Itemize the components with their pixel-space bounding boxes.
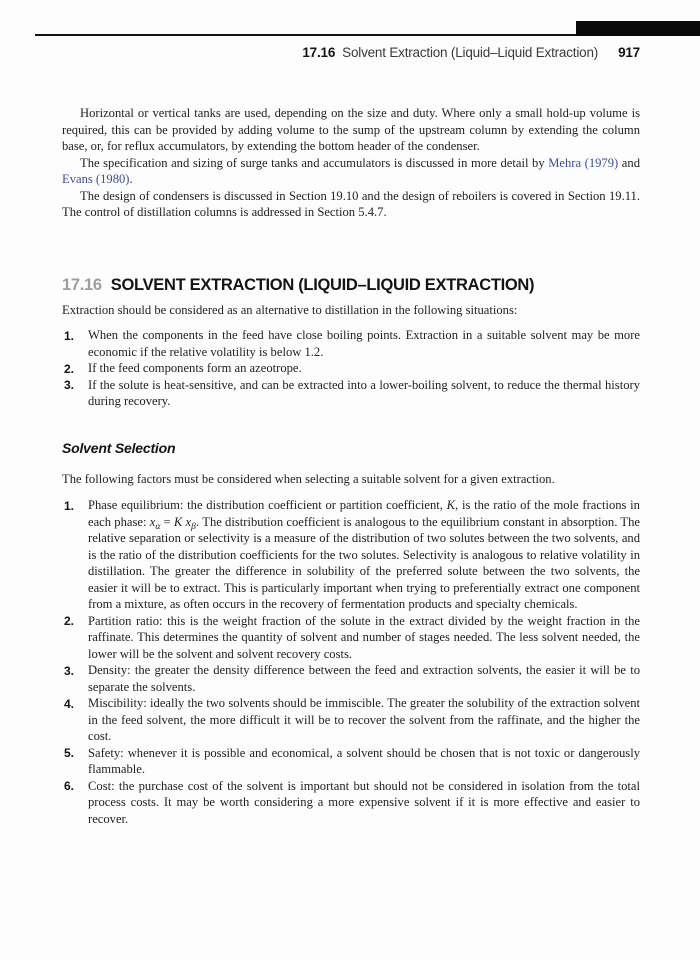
list-item <box>62 360 640 377</box>
section-heading-number: 17.16 <box>62 275 102 294</box>
list-item-number: 4. <box>64 696 75 711</box>
situations-list <box>62 327 640 410</box>
solvent-factors-list <box>62 497 640 827</box>
list-item-text: When the components in the feed have close boiling points. Extraction in a suitable solvent may be more economic if the relative volatility is below 1.2. <box>88 328 640 359</box>
running-head <box>0 45 640 60</box>
list-item <box>62 745 640 778</box>
list-item <box>62 662 640 695</box>
list-item-number: 2. <box>64 614 75 628</box>
formula-x-beta: x <box>185 514 192 529</box>
intro-paragraph-3: The design of condensers is discussed in Section 19.10 and the design of reboilers is covered in Section 19.11. The control of distillation columns is addressed in Section 5.4.7. <box>62 188 640 219</box>
list-item <box>62 327 640 360</box>
solvent-selection-lead: The following factors must be considered when selecting a suitable solvent for a given extraction. <box>62 471 555 486</box>
list-item-number: 1. <box>64 498 75 513</box>
list-item-text: Density: the greater the density difference between the feed and extraction solvents, the easier it will be to separate the solvents. <box>88 663 640 694</box>
subscript-alpha: α <box>155 521 161 532</box>
list-item-number: 5. <box>64 746 75 760</box>
formula-K: K <box>173 514 186 529</box>
list-item-text: Safety: whenever it is possible and economical, a solvent should be chosen that is not toxic or dangerously flammable. <box>88 745 640 776</box>
list-item-text: Cost: the purchase cost of the solvent is important but should not be considered in isolation from the total process costs. It may be worth considering a more expensive solvent if it is more effective and easier to recover. <box>88 778 640 826</box>
intro-paragraph-2 <box>62 155 640 188</box>
list-item-text: Partition ratio: this is the weight fraction of the solute in the extract divided by the weight fraction in the raffinate. This determines the quantity of solvent and number of stages needed. The less solvent needed, the lower will be the solvent and solvent recovery costs. <box>88 613 640 661</box>
solvent-selection-subheading: Solvent Selection <box>62 439 176 456</box>
list-item-text: If the feed components form an azeotrope. <box>88 361 302 375</box>
list-item-text: If the solute is heat-sensitive, and can be extracted into a lower-boiling solvent, to reduce the thermal history during recovery. <box>88 377 640 408</box>
list-item-number: 3. <box>64 378 75 392</box>
list-item-number: 2. <box>64 361 75 376</box>
running-head-section-title: Solvent Extraction (Liquid–Liquid Extraction) <box>342 45 599 60</box>
section-heading <box>62 275 640 295</box>
list-item <box>62 613 640 663</box>
list-item-text: Miscibility: ideally the two solvents should be immiscible. The greater the solubility of the extraction solvent in the feed solvent, the more difficult it will be to recover the solvent from the raffinate, and the higher the cost. <box>88 696 640 743</box>
page-body <box>62 105 640 827</box>
formula-x-alpha: x <box>149 514 156 529</box>
factor-text: . The distribution coefficient is analogous to the equilibrium constant in absorption. The relative separation or selectivity is a measure of the distribution of two solutes between the two solvents, and is the ratio of the distribution coefficients for the two solutes. Selectivity is analogous to relative volatility in distillation. The greater the difference in solubility of the preferred solute between the two solvents, the easier it will be to extract. This is particularly important when trying to preferentially extract one component from a mixture, as often occurs in the recovery of fermentation products and specialty chemicals. <box>88 514 640 611</box>
intro-paragraph-1: Horizontal or vertical tanks are used, depending on the size and duty. Where only a small hold-up volume is required, this can be provided by adding volume to the sump of the upstream column by extending the column base, or, for reflux accumulators, by extending the bottom header of the condenser. <box>62 106 640 153</box>
list-item-text <box>88 497 640 613</box>
paragraph-text: The specification and sizing of surge tanks and accumulators is discussed in more detail by <box>80 155 549 170</box>
citation-link-mehra-1979[interactable]: Mehra (1979) <box>548 155 619 170</box>
paragraph-text: . <box>129 172 133 186</box>
variable-K: K <box>446 498 456 512</box>
section-lead-paragraph: Extraction should be considered as an alternative to distillation in the following situations: <box>62 302 518 317</box>
page-number: 917 <box>618 45 640 60</box>
list-item <box>62 778 640 828</box>
list-item-number: 1. <box>64 328 75 343</box>
factor-text: , is the ratio of the mole fractions in each phase: <box>88 498 640 529</box>
factor-text: Phase equilibrium: the distribution coefficient or partition coefficient, <box>88 498 447 512</box>
list-item-number: 3. <box>64 663 75 678</box>
citation-link-evans-1980[interactable]: Evans (1980) <box>62 172 130 186</box>
paragraph-text: and <box>618 155 640 170</box>
running-head-section-number: 17.16 <box>302 45 336 60</box>
list-item-number: 6. <box>64 779 75 793</box>
list-item <box>62 695 640 745</box>
header-rule <box>35 34 576 36</box>
subscript-beta: β <box>191 521 196 532</box>
header-black-bar <box>576 21 700 36</box>
list-item <box>62 497 640 613</box>
section-heading-title: SOLVENT EXTRACTION (LIQUID–LIQUID EXTRACTION) <box>110 275 535 294</box>
list-item <box>62 377 640 410</box>
formula-equals: = <box>160 514 174 529</box>
